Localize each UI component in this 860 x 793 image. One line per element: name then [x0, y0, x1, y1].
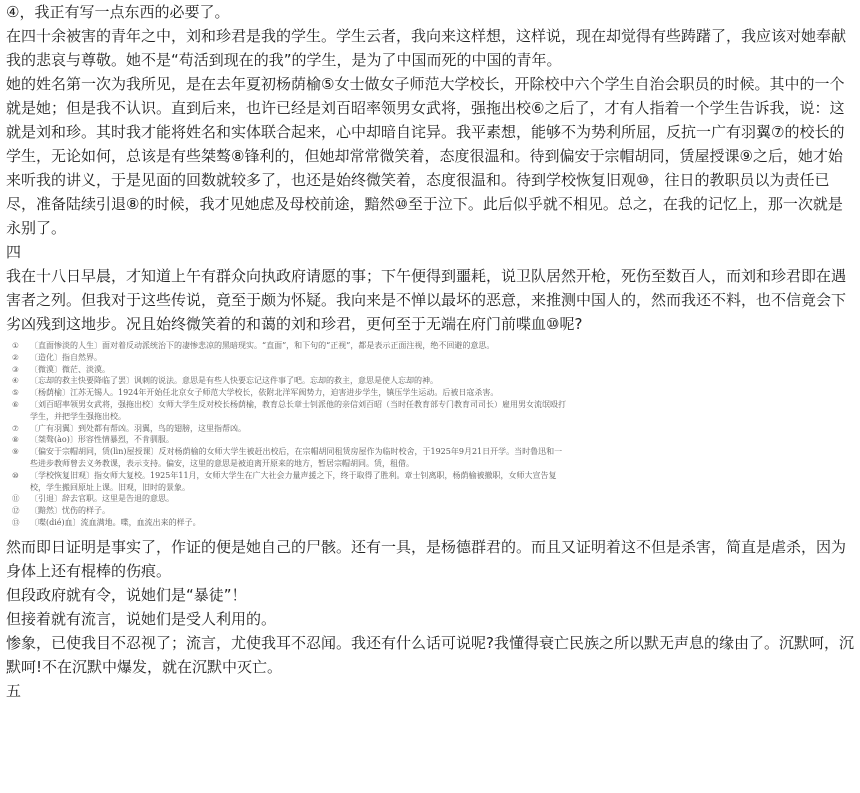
footnote-number: ⑥	[12, 399, 19, 409]
footnote-item	[12, 387, 568, 399]
footnote-text: 〔直面惨淡的人生〕面对着反动派统治下的凄惨悲凉的黑暗现实。“直面”，和下句的“正视”，都是表示正面注视，绝不回避的意思。	[30, 341, 495, 350]
footnote-text: 〔黯然〕忧伤的样子。	[30, 506, 110, 516]
footnote-text: 〔忘却的救主快要降临了罢〕讽刺的说法。意思是有些人快要忘记这件事了吧。忘却的救主，意思是使人忘却的神。	[30, 376, 438, 386]
footnote-item	[12, 352, 568, 364]
footnote-number: ⑫	[12, 506, 20, 516]
footnote-number: ②	[12, 352, 19, 362]
footnote-item	[12, 375, 568, 387]
footnote-text: 〔杨荫榆〕江苏无锡人。1924年开始任北京女子师范大学校长，依附北洋军阀势力，迫害进步学生，镇压学生运动。后被日寇杀害。	[30, 388, 499, 398]
footnote-text: 〔学校恢复旧观〕指女师大复校。1925年11月，女师大学生在广大社会力量声援之下，终于取得了胜利。章士钊离职，杨荫榆被撤职，女师大宣告复校，学生搬回原址上课。旧观，旧时的景象。	[30, 470, 557, 492]
footnote-text: 〔引退〕辞去官职。这里是告退的意思。	[30, 494, 174, 504]
paragraph-government-order: 但段政府就有令，说她们是“暴徒”！	[6, 585, 247, 604]
footnote-item	[12, 399, 568, 423]
footnote-number: ④	[12, 376, 19, 386]
footnote-item	[12, 446, 568, 470]
paragraph-intro-line: ④，我正有写一点东西的必要了。	[6, 3, 230, 21]
footnote-number: ⑪	[12, 494, 20, 504]
section-four-heading: 四	[6, 243, 22, 261]
article-page	[6, 0, 856, 703]
footnote-text: 〔偏安于宗帽胡同，赁(lìn)屋授课〕反对杨荫榆的女师大学生被赶出校后，在宗帽胡同租赁房屋作为临时校舍，于1925年9月21日开学。当时鲁迅和一些进步教师曾去义务教课，表示支持。偏安，这里的意思是被迫离开原来的地方，暂居宗帽胡同。赁，租借。	[30, 447, 563, 468]
footnote-text: 〔微漠〕微茫、淡漠。	[30, 364, 110, 374]
section-five-heading: 五	[6, 681, 22, 700]
footnote-text: 〔造化〕指自然界。	[30, 352, 102, 362]
footnote-text: 〔刘百昭率领男女武将，强拖出校〕女师大学生反对校长杨荫榆，教育总长章士钊派他的亲信刘百昭（当时任教育部专门教育司司长）雇用男女流氓殴打学生，并把学生强拖出校。	[30, 399, 566, 421]
footnote-number: ③	[12, 364, 19, 374]
footnote-number: ⑬	[12, 517, 20, 527]
footnote-text: 〔喋(dié)血〕流血满地。喋，血流出来的样子。	[30, 517, 201, 527]
paragraph-evidence: 然而即日证明是事实了，作证的便是她自己的尸骸。还有一具，是杨德群君的。而且又证明着这不但是杀害，简直是虐杀，因为身体上还有棍棒的伤痕。	[6, 537, 847, 580]
footnote-item	[12, 340, 568, 352]
footnote-text: 〔广有羽翼〕到处都有帮凶。羽翼，鸟的翅膀，这里指帮凶。	[30, 423, 246, 433]
footnote-item	[12, 470, 568, 494]
footnote-item	[12, 505, 568, 517]
footnote-number: ⑩	[12, 470, 19, 480]
paragraph-section-four: 我在十八日早晨，才知道上午有群众向执政府请愿的事；下午便得到噩耗，说卫队居然开枪，死伤至数百人，而刘和珍君即在遇害者之列。但我对于这些传说，竟至于颇为怀疑。我向来是不惮以最坏的恶意，来推测中国人的，然而我还不料，也不信竟会下劣凶残到这地步。况且始终微笑着的和蔼的刘和珍君，更何至于无端在府门前喋血⑩呢?	[6, 267, 847, 333]
paragraph-rumors: 但接着就有流言，说她们是受人利用的。	[6, 609, 277, 628]
footnote-number: ⑦	[12, 423, 19, 433]
footnote-item	[12, 364, 568, 376]
footnote-number: ①	[12, 341, 19, 350]
footnote-number: ⑤	[12, 388, 19, 398]
footnote-item	[12, 434, 568, 446]
paragraph-silence: 惨象，已使我目不忍视了；流言，尤使我耳不忍闻。我还有什么话可说呢?我懂得衰亡民族之所以默无声息的缘由了。沉默呵，沉默呵!不在沉默中爆发，就在沉默中灭亡。	[6, 633, 854, 676]
footnotes-image	[12, 340, 568, 529]
footnote-item	[12, 493, 568, 505]
footnote-number: ⑨	[12, 447, 19, 457]
footnote-text: 〔桀骜(ào)〕形容性情暴烈，不肯驯服。	[30, 435, 174, 445]
footnote-item	[12, 423, 568, 435]
paragraph-first-meeting: 她的姓名第一次为我所见，是在去年夏初杨荫榆⑤女士做女子师范大学校长，开除校中六个学生自治会职员的时候。其中的一个就是她；但是我不认识。直到后来，也许已经是刘百昭率领男女武将，强拖出校⑥之后了，才有人指着一个学生告诉我，说：这就是刘和珍。其时我才能将姓名和实体联合起来，心中却暗自诧异。我平素想，能够不为势利所屈，反抗一广有羽翼⑦的校长的学生，无论如何，总该是有些桀骜⑧锋利的，但她却常常微笑着，态度很温和。待到偏安于宗帽胡同，赁屋授课⑨之后，她才始来听我的讲义，于是见面的回数就较多了，也还是始终微笑着，态度很温和。待到学校恢复旧观⑩，往日的教职员以为责任已尽，准备陆续引退⑧的时候，我才见她虑及母校前途，黯然⑩至于泣下。此后似乎就不相见。总之，在我的记忆上，那一次就是永别了。	[6, 75, 845, 237]
footnote-item	[12, 517, 568, 529]
footnote-number: ⑧	[12, 435, 19, 445]
paragraph-student-liuhezhen: 在四十余被害的青年之中，刘和珍君是我的学生。学生云者，我向来这样想，这样说，现在却觉得有些踌躇了，我应该对她奉献我的悲哀与尊敬。她不是“苟活到现在的我”的学生，是为了中国而死的中国的青年。	[6, 27, 847, 69]
